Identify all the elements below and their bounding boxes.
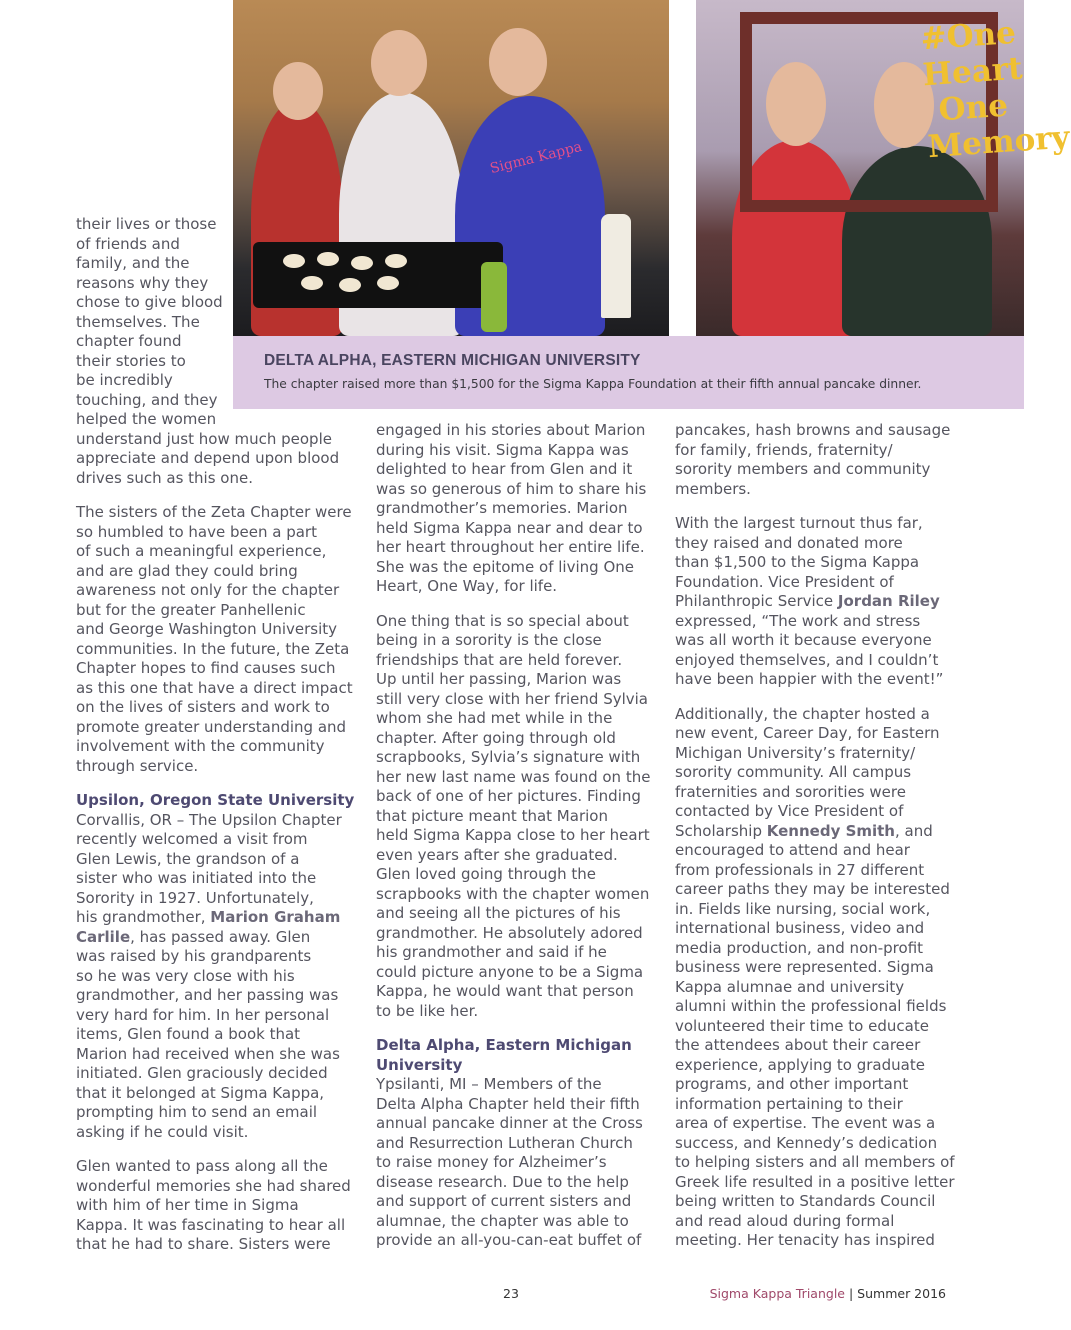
left-column: [76, 215, 366, 1270]
text-line: on the lives of sisters and work to: [76, 698, 330, 716]
text-line: friendships that are held forever.: [376, 650, 623, 669]
name-carlile: Carlile: [76, 927, 131, 946]
caption-title: DELTA ALPHA, EASTERN MICHIGAN UNIVERSITY: [264, 352, 641, 369]
text-line: Ypsilanti, MI – Members of the: [376, 1075, 602, 1093]
person-head: [489, 28, 547, 96]
text-line: but for the greater Panhellenic: [76, 600, 306, 619]
text-line: engaged in his stories about Marion: [376, 421, 646, 439]
text-line: through service.: [76, 756, 199, 775]
text-line: chapter. After going through old: [376, 728, 616, 747]
text-line: being written to Standards Council: [675, 1192, 936, 1210]
text-line: media production, and non-profit: [675, 938, 924, 957]
text-line: alumnae, the chapter was able to: [376, 1211, 629, 1230]
text-line: still very close with her friend Sylvia: [376, 689, 648, 708]
one-heart-one-memory-photo: [696, 0, 1071, 336]
text-line: in. Fields like nursing, social work,: [675, 899, 931, 918]
text-line: be incredibly: [76, 371, 173, 389]
text-line: University: [376, 1055, 463, 1074]
text-line: scrapbooks, Sylvia’s signature with: [376, 748, 641, 766]
text-line: fraternities and sororities were: [675, 782, 906, 801]
text-line: that picture meant that Marion: [376, 806, 608, 825]
text-line: promote greater understanding and: [76, 717, 347, 736]
text-line: Delta Alpha Chapter held their fifth: [376, 1094, 640, 1113]
left-p2: [76, 503, 366, 776]
text-line: her heart throughout her entire life.: [376, 538, 645, 556]
text-line: back of one of her pictures. Finding: [376, 787, 641, 805]
text-line: career paths they may be interested: [675, 880, 950, 898]
text-line: being in a sorority is the close: [376, 631, 602, 649]
middle-column: [376, 421, 656, 1266]
text-line: One thing that is so special about: [376, 611, 629, 630]
text-line: new event, Career Day, for Eastern: [675, 724, 940, 742]
text-line: and read aloud during formal: [675, 1211, 895, 1230]
text-line: they raised and donated more: [675, 533, 903, 552]
footer-publication: [710, 1286, 946, 1301]
text-line: and Resurrection Lutheran Church: [376, 1133, 633, 1152]
text-line: meeting. Her tenacity has inspired: [675, 1231, 935, 1249]
text-line: grandmother. He absolutely adored: [376, 923, 643, 942]
text-line: to be like her.: [376, 1001, 479, 1020]
text-line: during his visit. Sigma Kappa was: [376, 440, 629, 459]
text-line: international business, video and: [675, 919, 925, 937]
name-marion: Marion Graham: [210, 908, 341, 926]
text-line: information pertaining to their: [675, 1094, 903, 1113]
text-line: success, and Kennedy’s dedication: [675, 1133, 938, 1152]
text-line: experience, applying to graduate: [675, 1055, 925, 1074]
name-jordan-riley: Jordan Riley: [837, 592, 940, 610]
text-line: delighted to hear from Glen and it: [376, 460, 633, 478]
text-line: helped the women: [76, 410, 217, 428]
shirt-text: Sigma Kappa: [488, 138, 584, 178]
text-line: to helping sisters and all members of: [675, 1153, 955, 1171]
mid-p1: [376, 421, 656, 597]
text-line: awareness not only for the chapter: [76, 581, 340, 599]
right-column: [675, 421, 965, 1266]
left-p3a: [76, 811, 366, 909]
text-line: asking if he could visit.: [76, 1122, 249, 1141]
text-line: have been happier with the event!”: [675, 670, 944, 688]
batter-bottle: [601, 214, 631, 318]
text-line: so he was very close with his: [76, 966, 295, 985]
text-line: and support of current sisters and: [376, 1192, 632, 1210]
text-line: of such a meaningful experience,: [76, 542, 327, 560]
text-line: members.: [675, 479, 751, 498]
text-line: Kappa alumnae and university: [675, 977, 905, 996]
text-line: was all worth it because everyone: [675, 631, 932, 649]
text-line: Corvallis, OR – The Upsilon Chapter: [76, 810, 342, 829]
text-line: communities. In the future, the Zeta: [76, 639, 350, 658]
text-line: wonderful memories she had shared: [76, 1176, 351, 1195]
text-line: scrapbooks with the chapter women: [376, 884, 650, 903]
text-line: encouraged to attend and hear: [675, 841, 910, 859]
text-line: expressed, “The work and stress: [675, 611, 921, 630]
text-line: With the largest turnout thus far,: [675, 514, 923, 532]
text-line: items, Glen found a book that: [76, 1025, 301, 1043]
text-line: and seeing all the pictures of his: [376, 904, 621, 922]
text-line: volunteered their time to educate: [675, 1016, 929, 1035]
person-head: [371, 30, 427, 96]
page-number: 23: [503, 1286, 519, 1301]
magazine-name: Sigma Kappa Triangle: [709, 1286, 845, 1301]
text-line: family, and the: [76, 254, 190, 272]
text-line: than $1,500 to the Sigma Kappa: [675, 553, 920, 571]
person-head: [273, 62, 323, 120]
frame-text: #One Heart One Memory: [919, 14, 1071, 166]
text-line: his grandmother and said if he: [376, 943, 607, 961]
text-line: very hard for him. In her personal: [76, 1005, 330, 1024]
text-line: Delta Alpha, Eastern Michigan: [376, 1036, 632, 1054]
text-line: for family, friends, fraternity/: [675, 440, 893, 459]
text-line: could picture anyone to be a Sigma: [376, 962, 644, 981]
text-line: held Sigma Kappa near and dear to: [376, 518, 643, 537]
text-line: touching, and they: [76, 390, 218, 409]
delta-section: [376, 1036, 656, 1251]
text-line: The sisters of the Zeta Chapter were: [76, 503, 352, 521]
text-line: contacted by Vice President of: [675, 802, 904, 820]
text-line: their lives or those: [76, 215, 217, 233]
left-p3b: [76, 947, 366, 1142]
text-line: Glen Lewis, the grandson of a: [76, 849, 300, 868]
text-line: Greek life resulted in a positive letter: [675, 1172, 955, 1191]
text-line: understand just how much people: [76, 429, 332, 448]
upsilon-section: [76, 791, 366, 1142]
text-line: drives such as this one.: [76, 468, 253, 487]
text-line: to raise money for Alzheimer’s: [376, 1153, 607, 1171]
left-p1: [76, 215, 366, 488]
caption-text: The chapter raised more than $1,500 for the Sigma Kappa Foundation at their fifth annual pancake dinner.: [264, 377, 922, 391]
text-line: Kappa, he would want that person: [376, 982, 634, 1000]
text-line: with him of her time in Sigma: [76, 1196, 299, 1214]
text-line: that he had to share. Sisters were: [76, 1235, 331, 1253]
left-p3-name-line: his grandmother, Marion Graham: [76, 908, 341, 926]
text-line: enjoyed themselves, and I couldn’t: [675, 650, 939, 669]
text-line: chose to give blood: [76, 293, 223, 311]
right-p2: [675, 514, 965, 690]
text-line: Michigan University’s fraternity/: [675, 743, 916, 762]
text-line: so humbled to have been a part: [76, 522, 317, 541]
right-p3: [675, 705, 965, 1251]
text-line: Up until her passing, Marion was: [376, 670, 622, 688]
text-line: Glen loved going through the: [376, 865, 597, 883]
text-line: Marion had received when she was: [76, 1044, 340, 1063]
text-line: appreciate and depend upon blood: [76, 449, 340, 467]
text-line: programs, and other important: [675, 1075, 909, 1093]
text-line: reasons why they: [76, 273, 209, 292]
text-line: involvement with the community: [76, 737, 325, 755]
text-line: recently welcomed a visit from: [76, 830, 308, 848]
text-line: sorority members and community: [675, 460, 931, 478]
text-line: prompting him to send an email: [76, 1103, 318, 1121]
text-line: the attendees about their career: [675, 1036, 921, 1054]
text-line: her new last name was found on the: [376, 767, 651, 786]
mid-p3: [376, 1075, 656, 1251]
mid-p2: [376, 612, 656, 1022]
issue-date: Summer 2016: [857, 1286, 946, 1301]
text-line: disease research. Due to the help: [376, 1172, 629, 1191]
text-line: themselves. The: [76, 312, 200, 331]
right-p1: [675, 421, 965, 499]
text-line: She was the epitome of living One: [376, 557, 634, 576]
text-line: grandmother’s memories. Marion: [376, 499, 628, 517]
text-line: alumni within the professional fields: [675, 997, 947, 1015]
left-p3-name-line2: Carlile, has passed away. Glen: [76, 927, 311, 946]
text-line: even years after she graduated.: [376, 845, 618, 864]
text-line: Heart, One Way, for life.: [376, 577, 558, 595]
left-p4: [76, 1157, 366, 1255]
bottle: [481, 262, 507, 332]
text-line: Chapter hopes to find causes such: [76, 659, 336, 677]
text-line: and George Washington University: [76, 620, 338, 638]
text-line: business were represented. Sigma: [675, 958, 934, 976]
text-line: chapter found: [76, 332, 182, 350]
text-line: sorority community. All campus: [675, 763, 912, 781]
text-line: and are glad they could bring: [76, 561, 298, 580]
text-line: Foundation. Vice President of: [675, 572, 894, 591]
text-line: Kappa. It was fascinating to hear all: [76, 1215, 346, 1234]
text-line: of friends and: [76, 234, 180, 253]
text-line: area of expertise. The event was a: [675, 1114, 936, 1132]
text-line: grandmother, and her passing was: [76, 986, 339, 1004]
footer-separator: |: [848, 1286, 854, 1301]
text-line: Additionally, the chapter hosted a: [675, 704, 930, 723]
text-line: whom she had met while in the: [376, 709, 613, 727]
text-line: sister who was initiated into the: [76, 869, 317, 887]
text-line: annual pancake dinner at the Cross: [376, 1114, 643, 1132]
text-line: was so generous of him to share his: [376, 479, 647, 498]
text-line: their stories to: [76, 351, 186, 370]
upsilon-heading: Upsilon, Oregon State University: [76, 791, 355, 809]
delta-alpha-heading: [376, 1036, 656, 1075]
text-line: held Sigma Kappa close to her heart: [376, 826, 650, 844]
text-line: initiated. Glen graciously decided: [76, 1064, 328, 1082]
text-line: as this one that have a direct impact: [76, 678, 353, 697]
text-line: pancakes, hash browns and sausage: [675, 421, 951, 439]
text-line: Glen wanted to pass along all the: [76, 1157, 328, 1175]
text-line: provide an all-you-can-eat buffet of: [376, 1231, 642, 1249]
text-line: was raised by his grandparents: [76, 947, 312, 965]
text-line: Sorority in 1927. Unfortunately,: [76, 888, 314, 907]
right-p2-name-line: Philanthropic Service Jordan Riley: [675, 592, 940, 610]
name-kennedy-smith: Kennedy Smith: [766, 821, 895, 840]
text-line: that it belonged at Sigma Kappa,: [76, 1083, 325, 1102]
text-line: from professionals in 27 different: [675, 860, 925, 879]
right-p3-name-line: Scholarship Kennedy Smith, and: [675, 821, 933, 840]
